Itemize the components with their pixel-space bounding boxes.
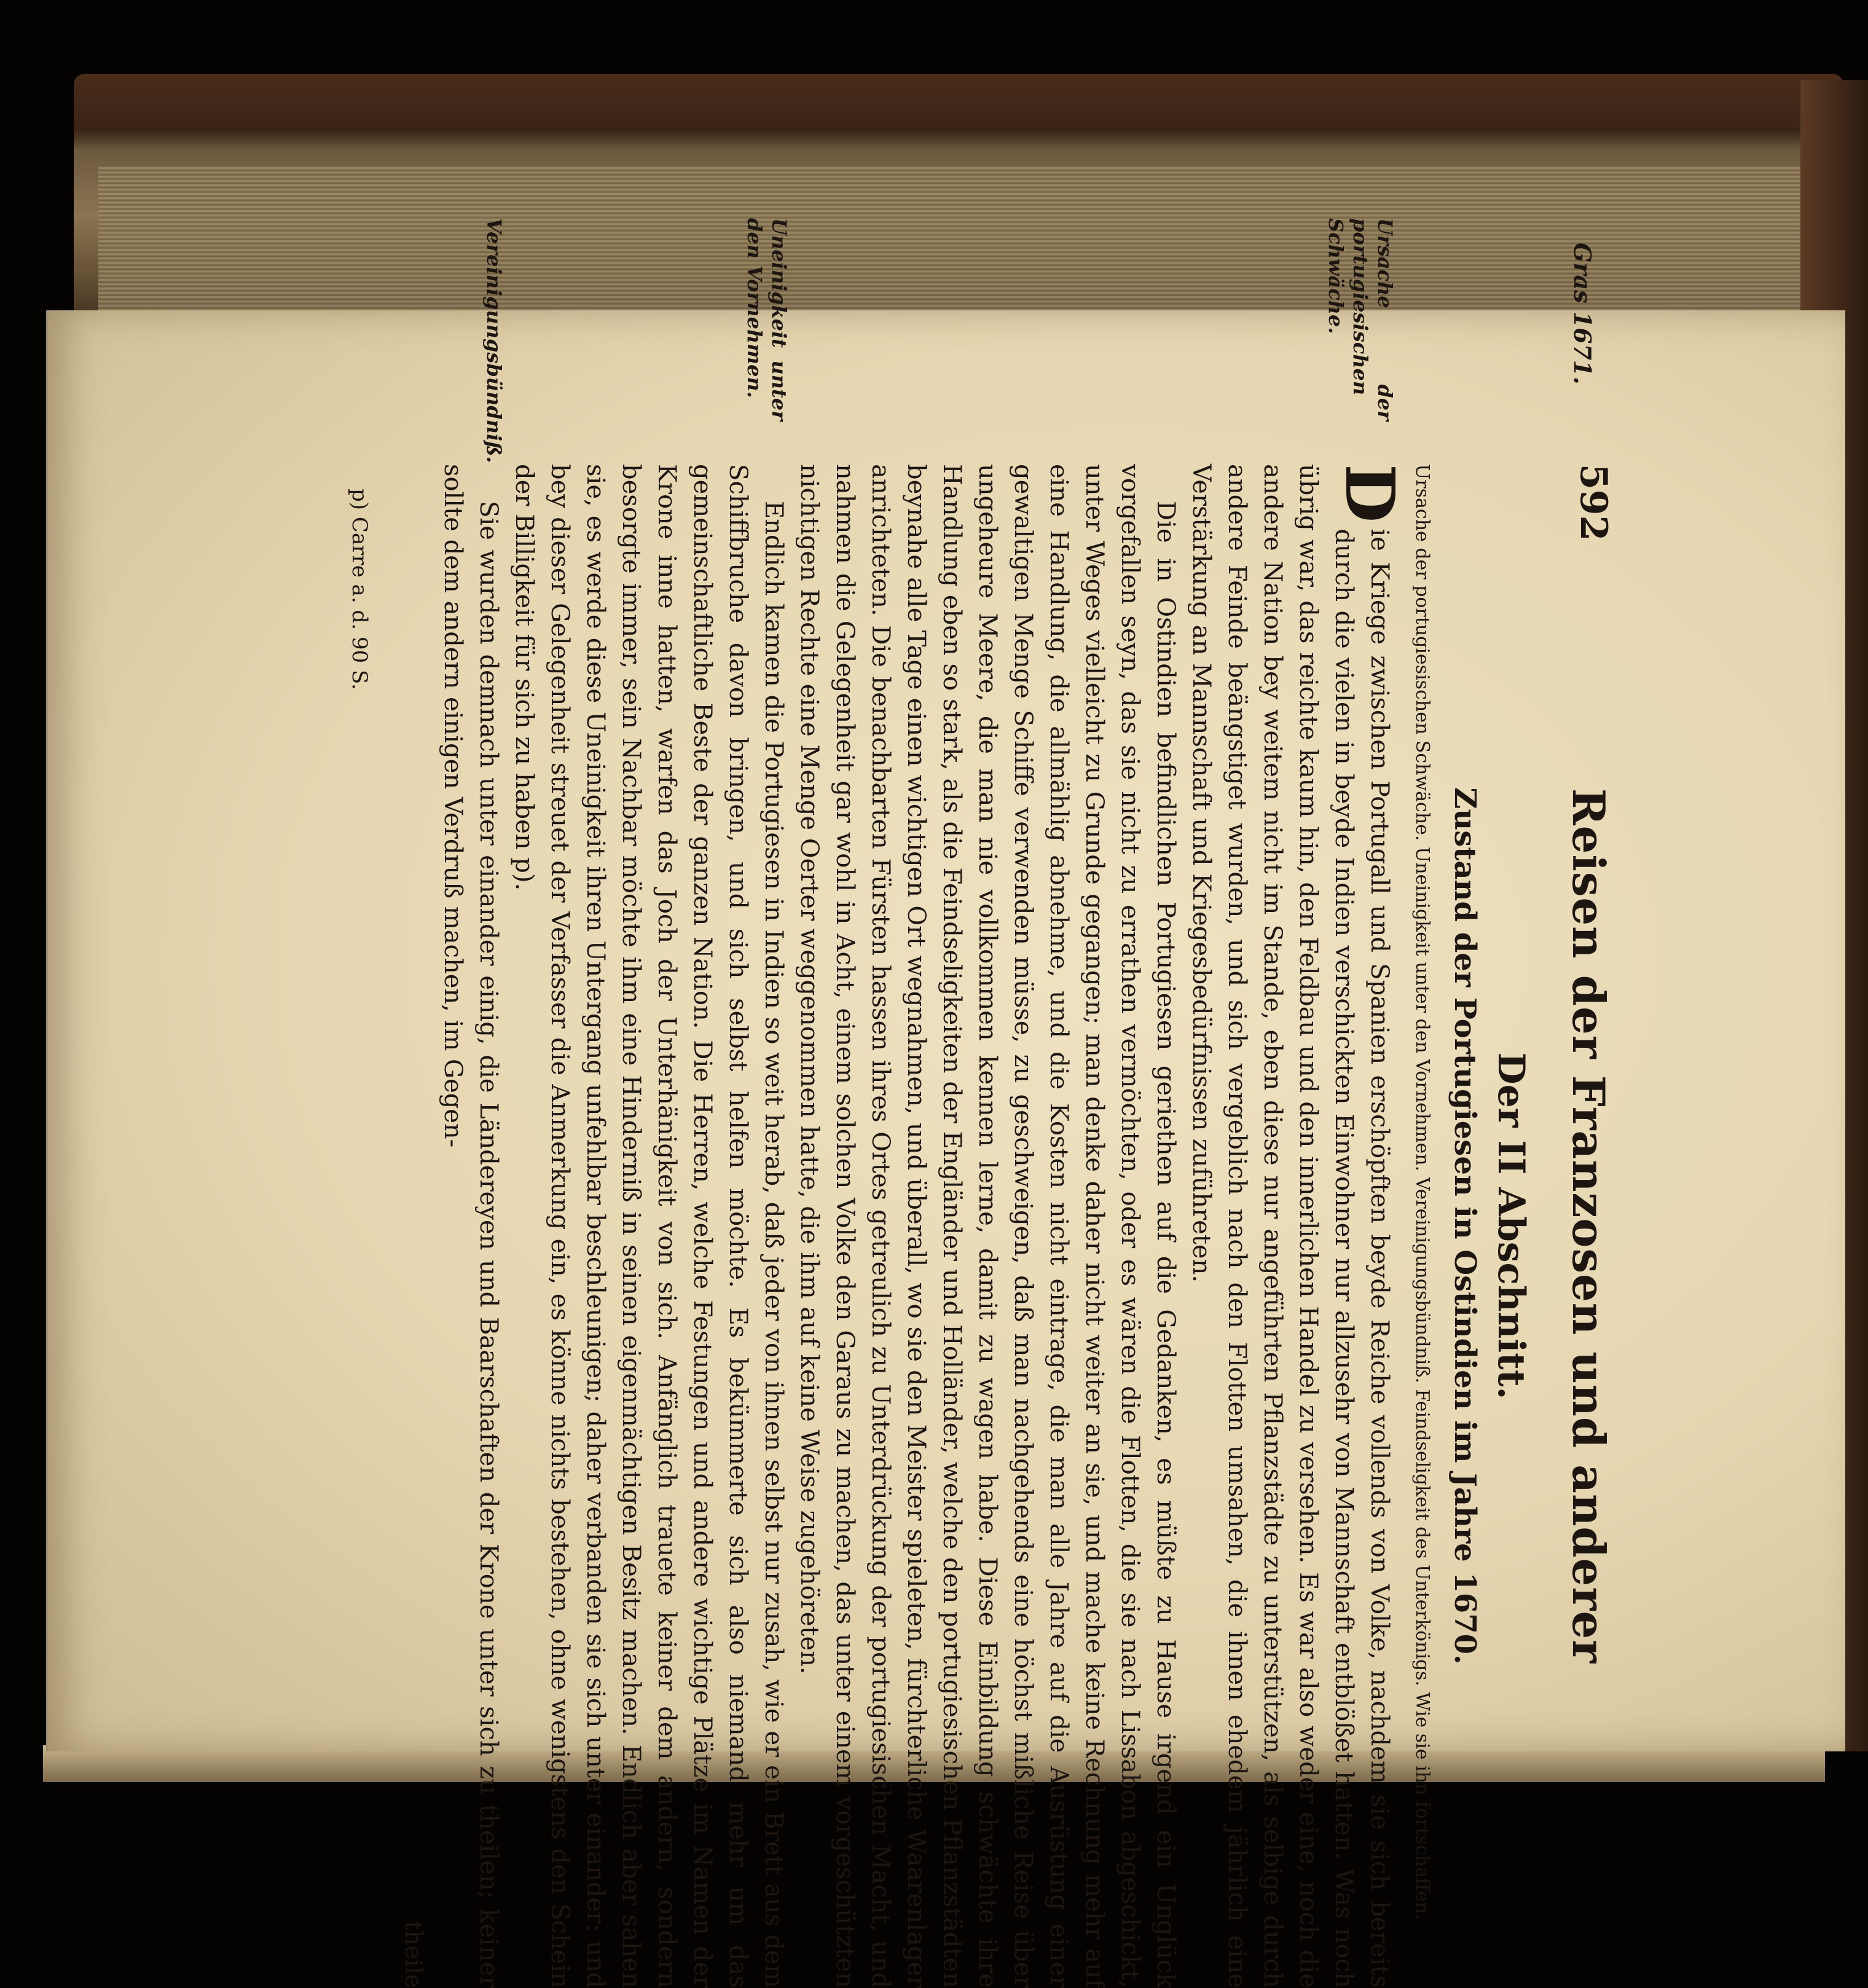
- book-page: [46, 218, 1845, 1988]
- paragraph-text: ie Kriege zwischen Portugall und Spanien erschöpften beyde Reiche vollends von Volke, nachdem sie sich bereits durch die vielen in beyde Indien verschickten Einwohner nur allzusehr von Mannschaft entblößet hatten. Was noch übrig war, das reichte kaum hin, den Feldbau und den innerlichen Handel zu versehen. Es war also weder eine, noch die andere Nation bey weitem nicht im Stande, eben diese nur angeführten Pflanzstädte zu unterstützen, als selbige durch andere Feinde beängstiget wurden, und sich vergeblich nach den Flotten umsahen, die ihnen ehedem jährlich eine Verstärkung an Mannschaft und Kriegesbedürfnissen zuführeten.: [1187, 464, 1394, 1988]
- footnote: p) Carre a. d. 90 S.: [347, 489, 372, 690]
- paragraph: Die in Ostindien befindlichen Portugiesen geriethen auf die Gedanken, es müßte zu Hause irgend ein Unglück vorgefallen seyn, das sie nicht zu errathen vermöchten, oder es wären die Flotten, die sie nach Lissabon abgeschickt, unter Weges vielleicht zu Grunde gegangen; man denke daher nicht weiter an sie, und mache keine Rechnung mehr auf eine Handlung, die allmählig abnehme, und die Kosten nicht eintrage, die man alle Jahre auf die Ausrüstung einer gewaltigen Menge Schiffe verwenden müsse, zu geschweigen, daß man nachgehends eine höchst mißliche Reise über ungeheure Meere, die man nie vollkommen kennen lerne, damit zu wagen habe. Diese Einbildung schwächte ihre Handlung eben so stark, als die Feindseligkeiten der Engländer und Holländer, welche den portugiesischen Pflanzstädten beynahe alle Tage einen wichtigen Ort wegnahmen, und überall, wo sie den Meister spieleten, fürchterliche Waarenlager anrichteten. Die benachbarten Fürsten hassen ihres Ortes getreulich zu Unterdrückung der portugiesischen Macht, und nahmen die Gelegenheit gar wohl in Acht, einem solchen Volke den Garaus zu machen, das unter einem vorgeschützten nichtigen Rechte eine Menge Oerter weggenommen hatte, die ihm auf keine Weise zugehöreten.: [795, 464, 1180, 1988]
- margin-year-note: Gras 1671.: [1569, 243, 1596, 385]
- paragraph: Sie wurden demnach unter einander einig, die Ländereyen und Baarschaften der Krone unter sich zu theilen; keiner sollte dem andern einigen Verdruß machen, im Gegen-: [439, 464, 503, 1988]
- sidenote: Vereinigungsbündniß.: [482, 218, 506, 463]
- section-summary: Ursache der portugiesischen Schwäche. Uneinigkeit unter den Vornehmen. Vereinigungsbündniß. Feindseligkeit des Unterkönigs. Wie sie ihn fortschaffen.: [1411, 464, 1433, 1920]
- sidenote: Uneinigkeit unter den Vornehmen.: [743, 218, 791, 421]
- page-header: [1535, 243, 1621, 1988]
- section-subtitle: Zustand der Portugiesen in Ostindien im Jahre 1670.: [1448, 787, 1482, 1665]
- paragraph: Endlich kamen die Portugiesen in Indien so weit herab, daß jeder von ihnen selbst nur zusah, wie er ein Brett aus dem Schiffbruche davon bringen, und sich selbst helfen möchte. Es bekümmerte sich also niemand mehr um das gemeinschaftliche Beste der ganzen Nation. Die Herren, welche Festungen und andere wichtige Plätze im Namen der Krone inne hatten, warfen das Joch der Unterhänigkeit von sich. Anfänglich trauete keiner dem andern, sondern besorgte immer, sein Nachbar möchte ihm eine Hinderniß in seinen eigenmächtigen Besitz machen. Endlich aber sahen sie, es werde diese Uneinigkeit ihren Untergang unfehlbar beschleunigen; daher verbanden sie sich unter einander: und bey dieser Gelegenheit streuet der Verfasser die Anmerkung ein, es könne nichts bestehen, ohne wenigstens den Schein der Billigkeit für sich zu haben p).: [510, 464, 788, 1988]
- running-title: Reisen der Franzosen und anderer: [1563, 788, 1615, 1664]
- body-text: [342, 218, 1410, 1988]
- catchword: theile: [400, 1920, 427, 1988]
- sidenote: Ursache der portugiesischen Schwäche.: [1324, 218, 1397, 421]
- section-title: Der II Abschnitt.: [1489, 1052, 1532, 1400]
- paragraph: [1183, 464, 1410, 1988]
- page-block-edges: [98, 166, 1825, 320]
- page-number: 592: [1572, 464, 1615, 541]
- drop-capital: D: [1330, 464, 1410, 523]
- page-content-rotated: [318, 218, 1621, 1988]
